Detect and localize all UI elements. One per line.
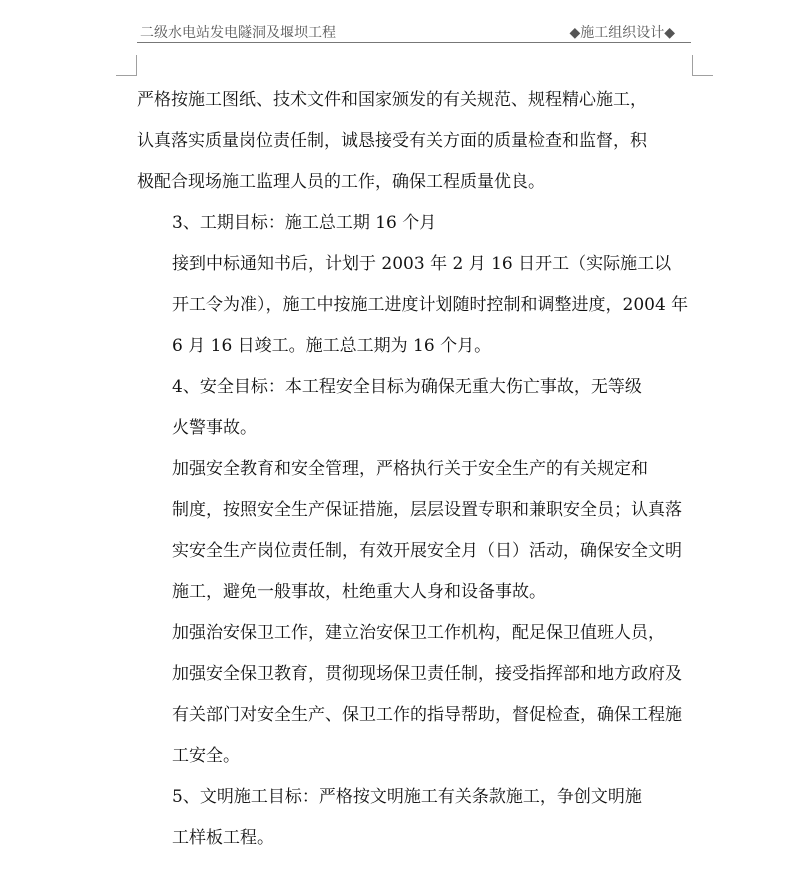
paragraph-line: 接到中标通知书后，计划于 2003 年 2 月 16 日开工（实际施工以 <box>172 254 672 274</box>
paragraph-line: 火警事故。 <box>172 418 257 438</box>
document-body <box>137 80 697 859</box>
header-section-title: ◆施工组织设计◆ <box>569 25 675 41</box>
paragraph <box>137 449 697 613</box>
paragraph-line: 制度，按照安全生产保证措施，层层设置专职和兼职安全员；认真落 <box>172 500 682 520</box>
paragraph-line: 开工令为准），施工中按施工进度计划随时控制和调整进度，2004 年 <box>172 295 689 315</box>
paragraph <box>137 80 697 203</box>
paragraph <box>137 244 697 367</box>
paragraph-line: 严格按施工图纸、技术文件和国家颁发的有关规范、规程精心施工， <box>137 90 647 110</box>
header-project-title: 二级水电站发电隧洞及堰坝工程 <box>140 25 336 41</box>
paragraph-line: 工样板工程。 <box>172 828 274 848</box>
paragraph-line: 认真落实质量岗位责任制，诚恳接受有关方面的质量检查和监督，积 <box>137 131 647 151</box>
paragraph-line: 极配合现场施工监理人员的工作，确保工程质量优良。 <box>137 172 545 192</box>
paragraph-line: 有关部门对安全生产、保卫工作的指导帮助，督促检查，确保工程施 <box>172 705 682 725</box>
crop-mark-top-left <box>116 55 137 76</box>
paragraph <box>137 367 697 449</box>
crop-mark-top-right <box>692 55 713 76</box>
paragraph-line: 实安全生产岗位责任制，有效开展安全月（日）活动，确保安全文明 <box>172 541 682 561</box>
paragraph-line: 3、工期目标：施工总工期 16 个月 <box>172 213 437 233</box>
paragraph <box>137 777 697 859</box>
paragraph-line: 加强安全保卫教育，贯彻现场保卫责任制，接受指挥部和地方政府及 <box>172 664 682 684</box>
paragraph-line: 4、安全目标：本工程安全目标为确保无重大伤亡事故，无等级 <box>172 377 642 397</box>
paragraph-line: 施工，避免一般事故，杜绝重大人身和设备事故。 <box>172 582 546 602</box>
paragraph <box>137 613 697 777</box>
paragraph-line: 加强安全教育和安全管理，严格执行关于安全生产的有关规定和 <box>172 459 648 479</box>
paragraph-line: 工安全。 <box>172 746 240 766</box>
paragraph-line: 6 月 16 日竣工。施工总工期为 16 个月。 <box>172 336 492 356</box>
header-rule <box>137 42 691 43</box>
paragraph <box>137 203 697 244</box>
paragraph-line: 加强治安保卫工作，建立治安保卫工作机构，配足保卫值班人员， <box>172 623 665 643</box>
paragraph-line: 5、文明施工目标：严格按文明施工有关条款施工，争创文明施 <box>172 787 642 807</box>
